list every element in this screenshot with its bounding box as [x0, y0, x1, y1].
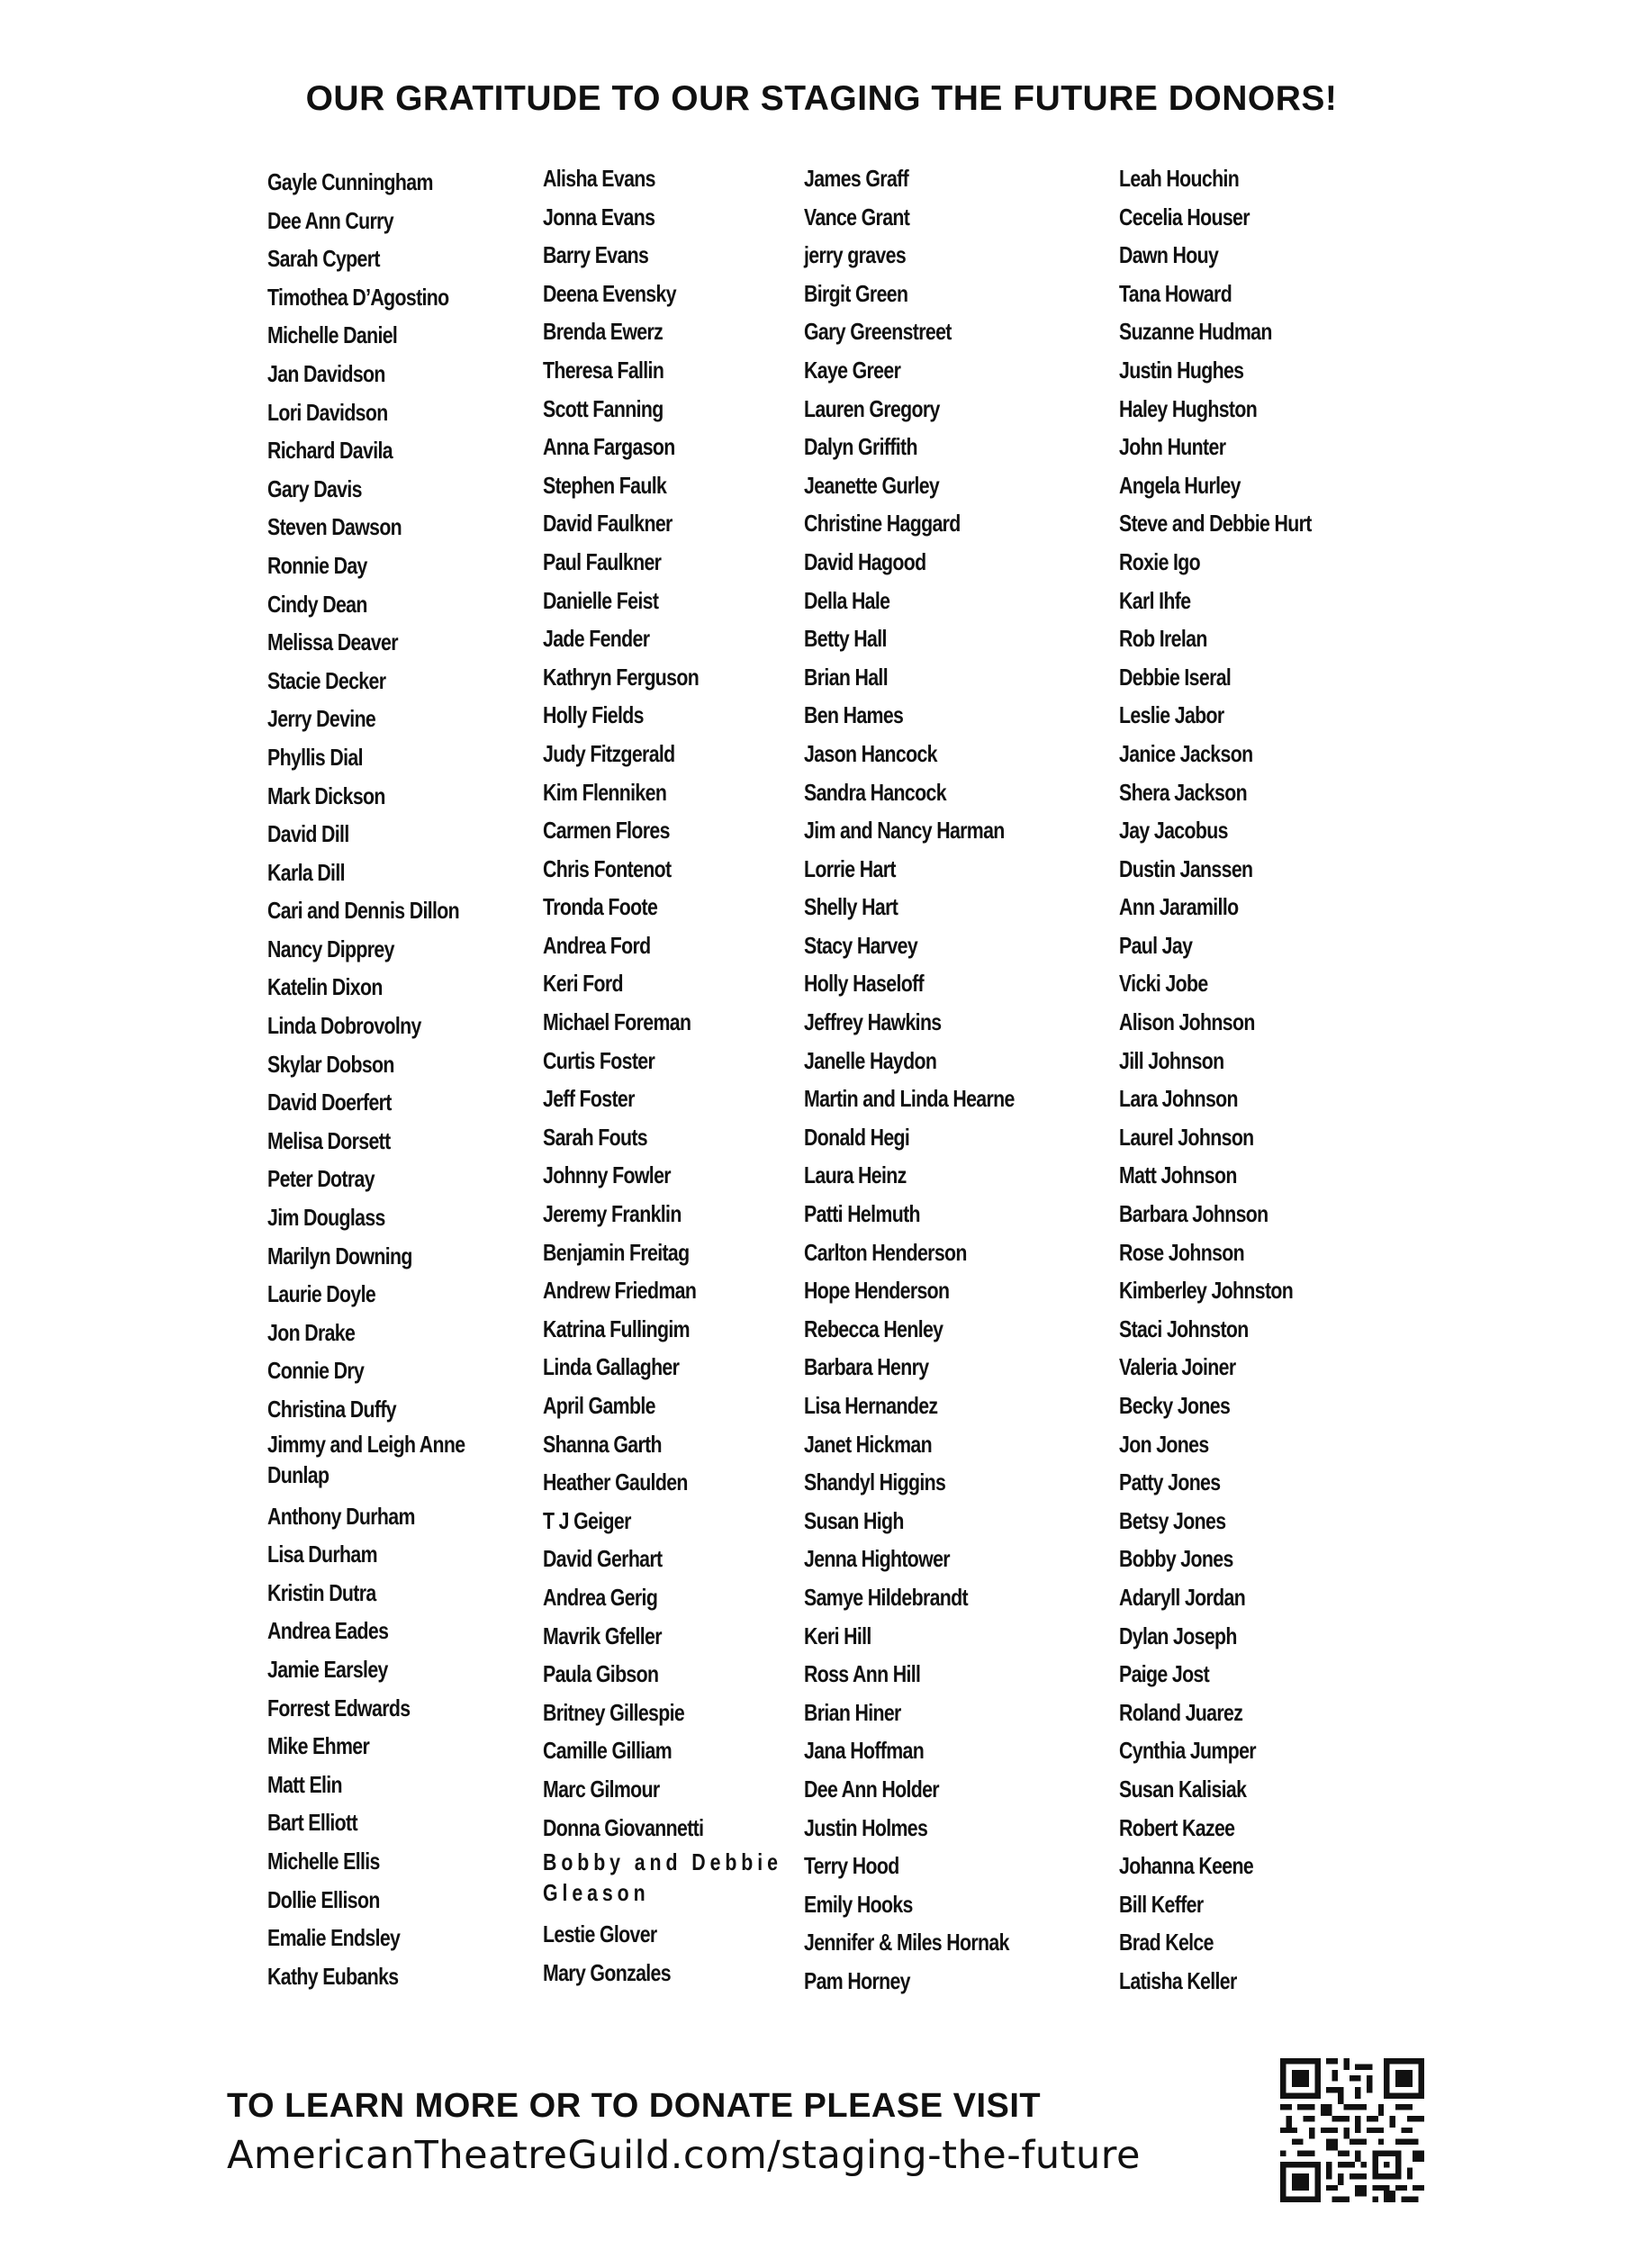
donor-name: Becky Jones	[1119, 1392, 1231, 1419]
donor-name: Ann Jaramillo	[1119, 893, 1239, 921]
donor-name: Angela Hurley	[1119, 471, 1241, 499]
donor-name: Holly Fields	[543, 701, 644, 729]
donor-name: Dollie Ellison	[267, 1885, 380, 1913]
donor-name: David Gerhart	[543, 1545, 663, 1573]
donor-name: Theresa Fallin	[543, 356, 664, 384]
donor-name: Lorrie Hart	[804, 854, 896, 882]
donor-name: Steve and Debbie Hurt	[1119, 510, 1312, 538]
donor-name: Ross Ann Hill	[804, 1660, 921, 1688]
donor-name: Carlton Henderson	[804, 1238, 967, 1266]
donor-name: Sarah Fouts	[543, 1123, 647, 1151]
donor-name: Christine Haggard	[804, 510, 961, 538]
donor-name: Britney Gillespie	[543, 1698, 685, 1726]
donor-name: Johanna Keene	[1119, 1852, 1254, 1880]
donor-name: Paul Jay	[1119, 931, 1193, 959]
donor-name: Katelin Dixon	[267, 973, 383, 1001]
donor-name: Bobby and Debbie Gleason	[543, 1848, 782, 1907]
donor-name: David Hagood	[804, 547, 926, 575]
donor-name: Cindy Dean	[267, 590, 367, 618]
donor-name: Lauren Gregory	[804, 394, 940, 422]
donor-name: Shanna Garth	[543, 1430, 662, 1458]
donor-name: Debbie Iseral	[1119, 663, 1232, 691]
donor-name: Jan Davidson	[267, 359, 385, 387]
donor-name: Paige Jost	[1119, 1660, 1210, 1688]
donor-name: Jon Drake	[267, 1318, 356, 1346]
donor-name: Adaryll Jordan	[1119, 1583, 1246, 1611]
donor-name: Dustin Janssen	[1119, 854, 1253, 882]
donor-name: Benjamin Freitag	[543, 1238, 690, 1266]
donor-name: Betsy Jones	[1119, 1506, 1226, 1534]
donor-name: Steven Dawson	[267, 513, 402, 541]
donor-name: Cynthia Jumper	[1119, 1737, 1256, 1765]
donor-name: Jon Jones	[1119, 1430, 1209, 1458]
donor-name: Emalie Endsley	[267, 1924, 401, 1952]
donor-name: David Dill	[267, 820, 349, 848]
donor-name: Rebecca Henley	[804, 1315, 943, 1342]
donor-name: Michelle Daniel	[267, 321, 398, 349]
donor-name: Jeff Foster	[543, 1085, 635, 1113]
donor-name: Johnny Fowler	[543, 1161, 671, 1189]
donor-name: Hope Henderson	[804, 1277, 950, 1305]
donor-name: Pam Horney	[804, 1966, 910, 1994]
donor-name: jerry graves	[804, 241, 907, 269]
donor-name: Holly Haseloff	[804, 970, 924, 998]
donor-name: Melisa Dorsett	[267, 1126, 391, 1154]
donor-name: Mary Gonzales	[543, 1958, 671, 1986]
donor-name: Matt Elin	[267, 1770, 342, 1798]
donor-name: Lara Johnson	[1119, 1085, 1238, 1113]
donor-name: Jonna Evans	[543, 203, 655, 230]
donor-name: Leah Houchin	[1119, 165, 1240, 192]
donor-name: Connie Dry	[267, 1357, 365, 1385]
donor-name: Keri Ford	[543, 970, 623, 998]
donor-name: Bart Elliott	[267, 1809, 357, 1837]
donor-name: Brian Hall	[804, 663, 888, 691]
donor-name: Carmen Flores	[543, 817, 670, 845]
donor-name: Anthony Durham	[267, 1502, 415, 1530]
donor-name: David Faulkner	[543, 510, 673, 538]
donor-name: Brad Kelce	[1119, 1929, 1214, 1956]
donor-name: Paula Gibson	[543, 1660, 659, 1688]
donor-name: Jade Fender	[543, 625, 650, 653]
donor-name: Peter Dotray	[267, 1165, 375, 1193]
donor-name: Bill Keffer	[1119, 1890, 1204, 1918]
donor-name: Terry Hood	[804, 1852, 899, 1880]
donor-name: Justin Hughes	[1119, 356, 1244, 384]
donor-name: Leslie Jabor	[1119, 701, 1224, 729]
donate-url[interactable]: AmericanTheatreGuild.com/staging-the-future	[227, 2133, 1141, 2178]
donor-name: Barbara Johnson	[1119, 1200, 1268, 1228]
donor-name: Jamie Earsley	[267, 1655, 388, 1683]
donor-name: Kimberley Johnston	[1119, 1277, 1294, 1305]
donor-name: Andrew Friedman	[543, 1277, 697, 1305]
donor-name: Laurel Johnson	[1119, 1123, 1254, 1151]
donor-name: Lisa Durham	[267, 1541, 377, 1568]
donor-name: Andrea Gerig	[543, 1583, 658, 1611]
donor-column-4	[1119, 159, 1312, 2001]
donor-name: Kim Flenniken	[543, 778, 667, 806]
donor-name: Danielle Feist	[543, 586, 659, 614]
donor-name: Susan Kalisiak	[1119, 1775, 1247, 1803]
donor-name: Jeremy Franklin	[543, 1200, 682, 1228]
donor-name: Stacy Harvey	[804, 931, 918, 959]
donor-name: Dawn Houy	[1119, 241, 1219, 269]
donor-name: Vicki Jobe	[1119, 970, 1208, 998]
donor-name: Justin Holmes	[804, 1813, 928, 1841]
learn-more-text: TO LEARN MORE OR TO DONATE PLEASE VISIT	[227, 2087, 1042, 2125]
donor-name: Dylan Joseph	[1119, 1622, 1237, 1649]
donor-name: Timothea D’Agostino	[267, 283, 449, 311]
donor-name: Kaye Greer	[804, 356, 901, 384]
donor-name: Sandra Hancock	[804, 778, 946, 806]
donor-name: Chris Fontenot	[543, 854, 672, 882]
donor-name: Matt Johnson	[1119, 1161, 1237, 1189]
donor-name: Karla Dill	[267, 858, 345, 886]
donor-name: Kathryn Ferguson	[543, 663, 700, 691]
donor-name: Alison Johnson	[1119, 1008, 1255, 1036]
donor-name: Anna Fargason	[543, 433, 675, 461]
donor-name: Vance Grant	[804, 203, 910, 230]
donor-name: Nancy Dipprey	[267, 935, 394, 962]
donor-name: Tana Howard	[1119, 279, 1232, 307]
donor-name: Shera Jackson	[1119, 778, 1247, 806]
donor-name: Kathy Eubanks	[267, 1962, 399, 1990]
donor-name: Ben Hames	[804, 701, 904, 729]
donor-name: Shandyl Higgins	[804, 1468, 946, 1496]
donor-name: Jason Hancock	[804, 739, 937, 767]
donor-name: Forrest Edwards	[267, 1694, 411, 1721]
donor-name: Janet Hickman	[804, 1430, 932, 1458]
donor-name: Ronnie Day	[267, 551, 367, 579]
donor-name: Patty Jones	[1119, 1468, 1221, 1496]
donor-name: Sarah Cypert	[267, 245, 380, 273]
donor-name: Jim Douglass	[267, 1204, 385, 1232]
donor-name: Robert Kazee	[1119, 1813, 1235, 1841]
donor-name: Jim and Nancy Harman	[804, 817, 1005, 845]
donor-name: Judy Fitzgerald	[543, 739, 675, 767]
donor-name: Linda Dobrovolny	[267, 1012, 421, 1040]
donor-name: Roland Juarez	[1119, 1698, 1243, 1726]
donor-name: Lisa Hernandez	[804, 1392, 938, 1419]
donor-name: Mavrik Gfeller	[543, 1622, 662, 1649]
donor-column-2	[543, 159, 808, 1992]
donor-name: Staci Johnston	[1119, 1315, 1249, 1342]
donor-name: Jerry Devine	[267, 705, 376, 733]
donor-name: Cecelia Houser	[1119, 203, 1250, 230]
donor-name: Tronda Foote	[543, 893, 658, 921]
donor-name: Curtis Foster	[543, 1046, 655, 1074]
donor-name: Stacie Decker	[267, 666, 386, 694]
donor-name: Patti Helmuth	[804, 1200, 920, 1228]
donor-name: Bobby Jones	[1119, 1545, 1233, 1573]
donor-name: Jenna Hightower	[804, 1545, 950, 1573]
donor-name: Brenda Ewerz	[543, 318, 664, 346]
donor-name: Martin and Linda Hearne	[804, 1085, 1015, 1113]
donor-name: Jimmy and Leigh Anne Dunlap	[267, 1430, 465, 1488]
donor-name: Jeanette Gurley	[804, 471, 940, 499]
donor-name: Keri Hill	[804, 1622, 871, 1649]
page-title: OUR GRATITUDE TO OUR STAGING THE FUTURE DONORS!	[305, 79, 1338, 118]
donor-name: Haley Hughston	[1119, 394, 1258, 422]
donor-name: Marilyn Downing	[267, 1242, 412, 1270]
donor-name: James Graff	[804, 165, 909, 192]
donor-name: Rob Irelan	[1119, 625, 1207, 653]
donor-name: John Hunter	[1119, 433, 1226, 461]
donor-name: Dee Ann Holder	[804, 1775, 939, 1803]
donor-column-3	[804, 159, 1015, 2001]
donor-name: Jennifer & Miles Hornak	[804, 1929, 1009, 1956]
donor-name: Lestie Glover	[543, 1920, 657, 1948]
donor-name: Jill Johnson	[1119, 1046, 1224, 1074]
donor-name: Suzanne Hudman	[1119, 318, 1272, 346]
donor-name: Jeffrey Hawkins	[804, 1008, 942, 1036]
donor-name: Birgit Green	[804, 279, 908, 307]
donor-name: April Gamble	[543, 1392, 655, 1419]
donor-name: Susan High	[804, 1506, 904, 1534]
donor-column-1	[267, 163, 489, 1995]
donor-name: Andrea Ford	[543, 931, 651, 959]
donor-name: Shelly Hart	[804, 893, 898, 921]
donor-name: Kristin Dutra	[267, 1578, 376, 1606]
donor-name: Barbara Henry	[804, 1353, 929, 1381]
donor-name: Phyllis Dial	[267, 743, 363, 771]
donor-name: Stephen Faulk	[543, 471, 667, 499]
donor-name: Mike Ehmer	[267, 1732, 370, 1760]
donor-name: Katrina Fullingim	[543, 1315, 690, 1342]
donor-name: Donna Giovannetti	[543, 1813, 704, 1841]
donor-name: Roxie Igo	[1119, 547, 1201, 575]
donor-name: David Doerfert	[267, 1089, 392, 1116]
donor-name: Della Hale	[804, 586, 890, 614]
donor-name: Gayle Cunningham	[267, 168, 433, 195]
donor-name: Skylar Dobson	[267, 1050, 394, 1078]
donor-name: Alisha Evans	[543, 165, 655, 192]
donor-name: Janice Jackson	[1119, 739, 1253, 767]
donor-name: Emily Hooks	[804, 1890, 913, 1918]
donor-name: Valeria Joiner	[1119, 1353, 1236, 1381]
donor-name: Cari and Dennis Dillon	[267, 897, 460, 925]
donor-name: Dee Ann Curry	[267, 206, 393, 234]
donor-name: Gary Greenstreet	[804, 318, 952, 346]
donor-name: Camille Gilliam	[543, 1737, 673, 1765]
donor-name: Karl Ihfe	[1119, 586, 1191, 614]
donor-name: T J Geiger	[543, 1506, 631, 1534]
donor-name: Rose Johnson	[1119, 1238, 1245, 1266]
donor-name: Richard Davila	[267, 437, 393, 465]
donor-name: Jana Hoffman	[804, 1737, 925, 1765]
donor-name: Gary Davis	[267, 474, 362, 502]
donor-name: Paul Faulkner	[543, 547, 662, 575]
donor-name: Marc Gilmour	[543, 1775, 660, 1803]
donor-name: Michelle Ellis	[267, 1847, 380, 1875]
donor-name: Samye Hildebrandt	[804, 1583, 968, 1611]
donor-name: Laura Heinz	[804, 1161, 907, 1189]
donor-name: Linda Gallagher	[543, 1353, 680, 1381]
donor-name: Mark Dickson	[267, 782, 385, 809]
donor-name: Janelle Haydon	[804, 1046, 937, 1074]
donor-name: Jay Jacobus	[1119, 817, 1228, 845]
donor-name: Brian Hiner	[804, 1698, 901, 1726]
donor-name: Betty Hall	[804, 625, 887, 653]
donor-name: Heather Gaulden	[543, 1468, 688, 1496]
donor-name: Michael Foreman	[543, 1008, 691, 1036]
donor-name: Melissa Deaver	[267, 628, 398, 656]
donor-name: Donald Hegi	[804, 1123, 910, 1151]
donor-name: Dalyn Griffith	[804, 433, 917, 461]
donor-name: Christina Duffy	[267, 1396, 396, 1423]
donor-name: Andrea Eades	[267, 1617, 389, 1645]
donor-name: Deena Evensky	[543, 279, 676, 307]
qr-code-icon[interactable]	[1280, 2058, 1424, 2202]
donor-name: Scott Fanning	[543, 394, 664, 422]
donor-name: Lori Davidson	[267, 398, 388, 426]
donor-name: Barry Evans	[543, 241, 649, 269]
donor-name: Laurie Doyle	[267, 1280, 376, 1308]
donor-name: Latisha Keller	[1119, 1966, 1237, 1994]
